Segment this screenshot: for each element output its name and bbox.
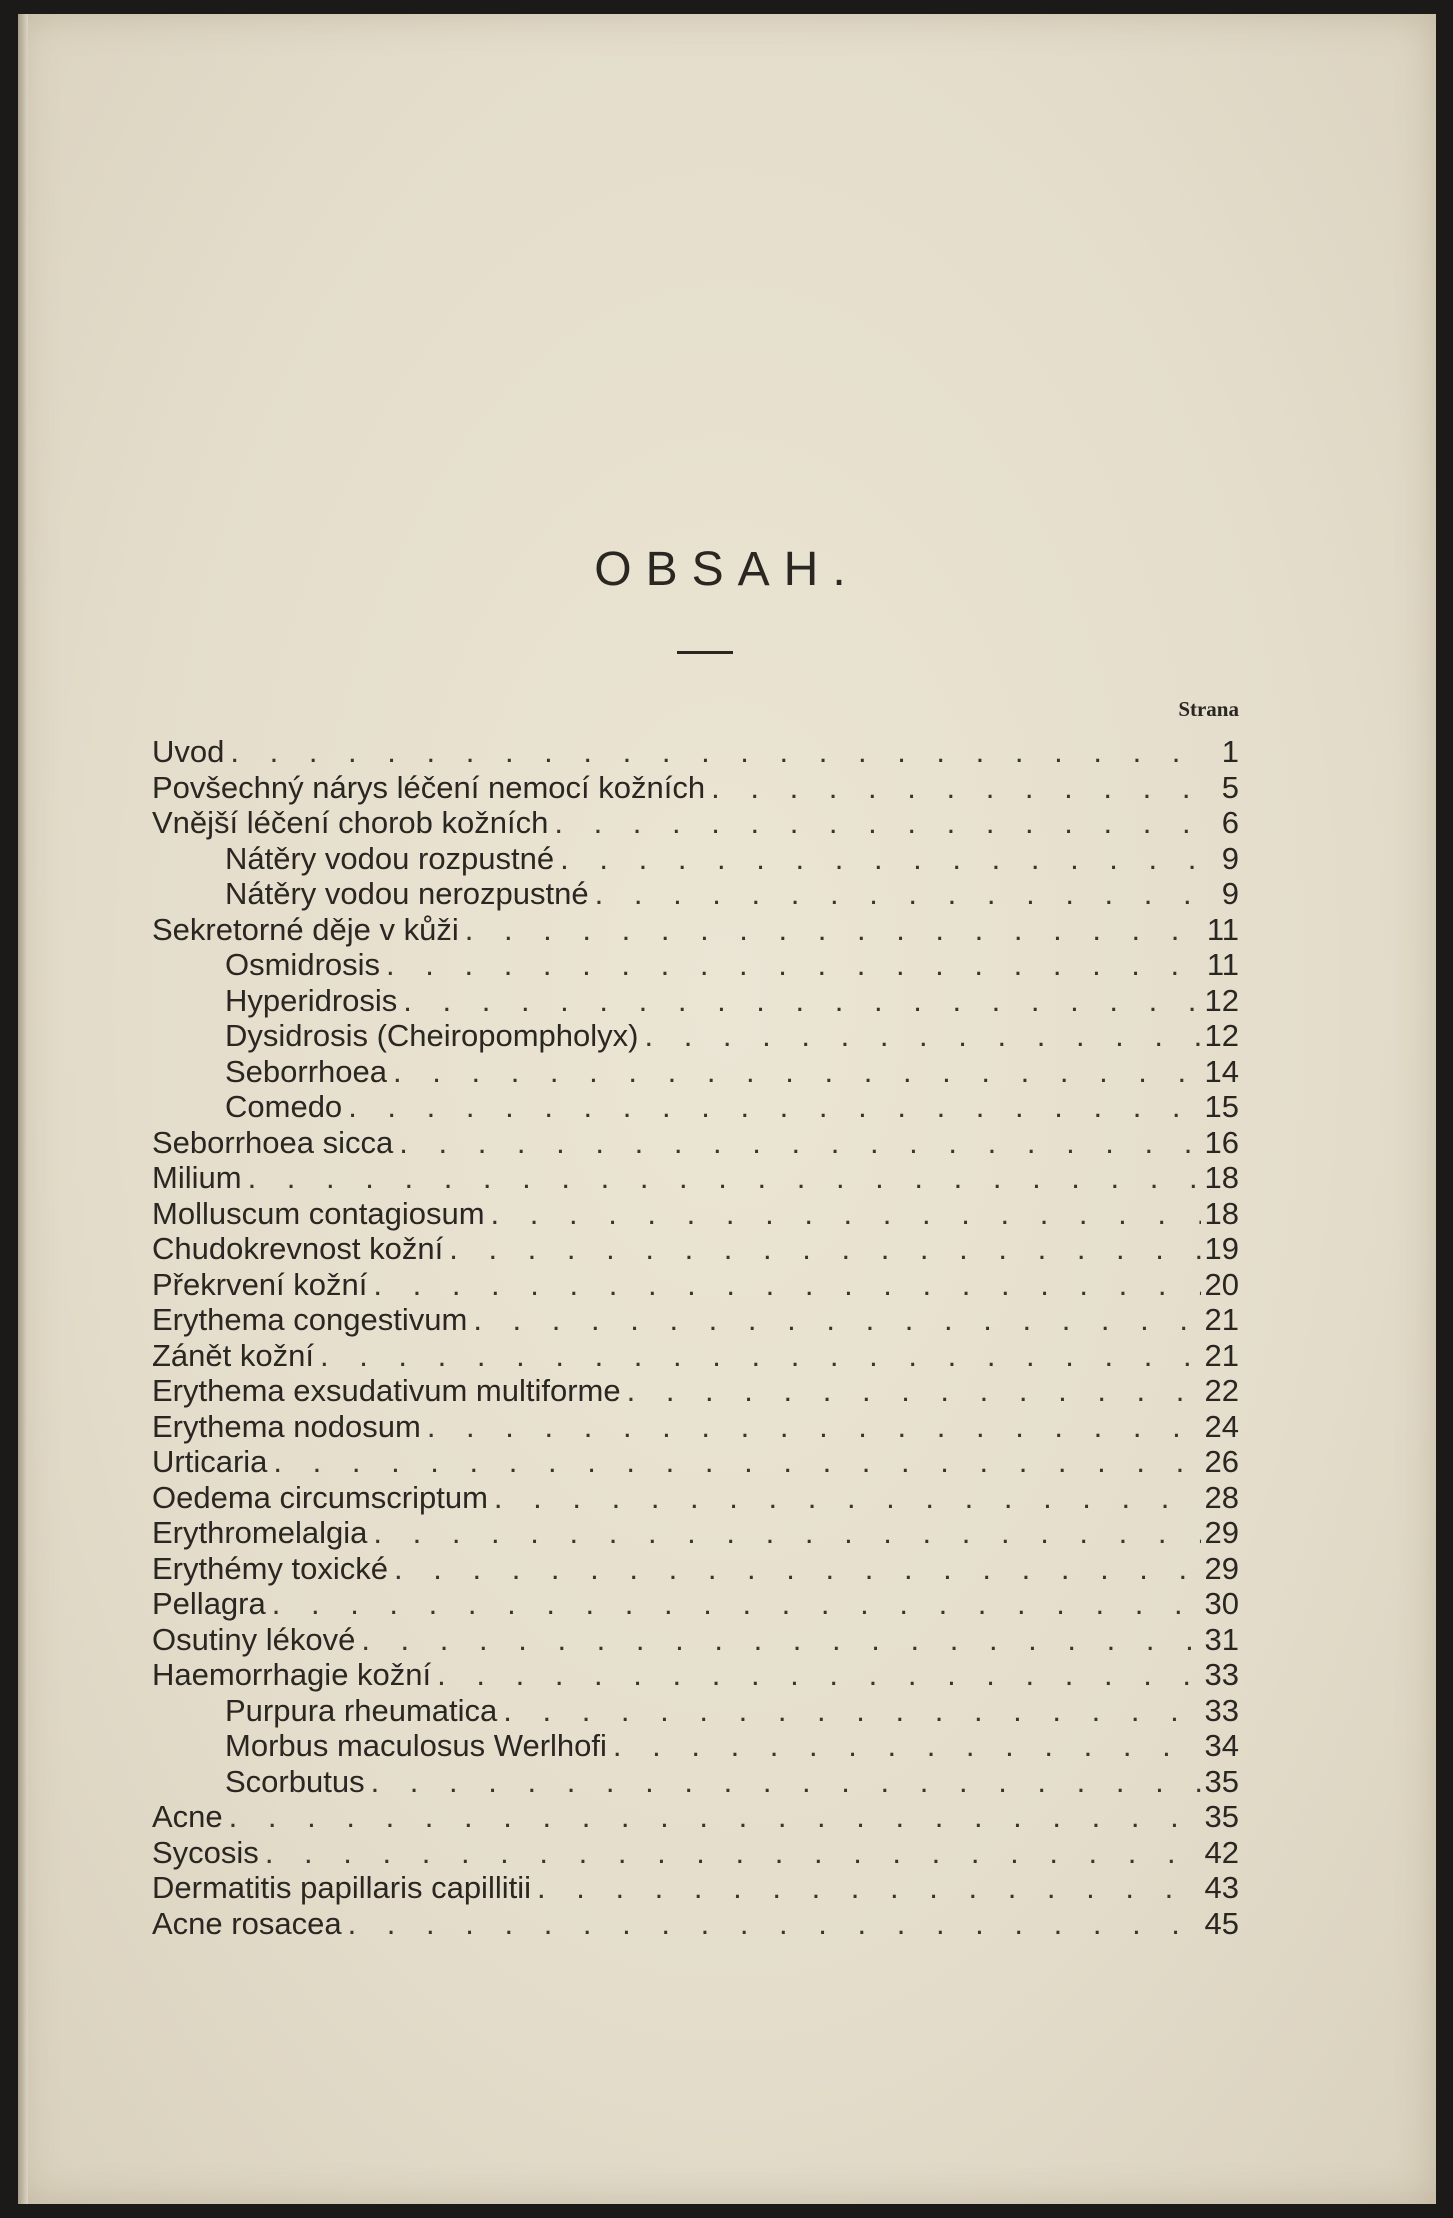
- toc-entry-page-number: 28: [1204, 1479, 1239, 1515]
- toc-entry-page-number: 21: [1204, 1337, 1239, 1373]
- toc-entry-page-number: 30: [1204, 1586, 1239, 1621]
- toc-entry: [152, 1231, 1239, 1267]
- toc-entry: [152, 1586, 1239, 1622]
- toc-entry: [152, 1267, 1239, 1303]
- toc-entry-page-number: 21: [1204, 1302, 1239, 1337]
- toc-entry-page-number: 33: [1204, 1692, 1239, 1728]
- toc-entry: [152, 876, 1239, 912]
- page-column-label: Strana: [1178, 697, 1239, 721]
- toc-entry: [152, 1728, 1239, 1764]
- toc-leader-dots: [394, 1551, 1201, 1587]
- toc-entry: [152, 912, 1239, 948]
- toc-entry: [152, 947, 1239, 983]
- toc-entry-page-number: 11: [1206, 947, 1239, 982]
- book-page: [18, 14, 1436, 2204]
- toc-entry: [152, 1089, 1239, 1125]
- toc-entry: [152, 1622, 1239, 1658]
- toc-entry-label: Seborrhoea: [225, 1053, 388, 1089]
- toc-entry-label: Osmidrosis: [225, 947, 381, 982]
- toc-entry-label: Povšechný nárys léčení nemocí kožních: [152, 769, 706, 805]
- toc-leader-dots: [386, 947, 1201, 983]
- toc-leader-dots: [399, 1125, 1201, 1161]
- toc-entry-page-number: 5: [1221, 769, 1239, 805]
- toc-entry-page-number: 12: [1204, 982, 1239, 1018]
- toc-entry-label: Erythema exsudativum multiforme: [152, 1373, 621, 1408]
- toc-entry-label: Erythémy toxické: [152, 1550, 389, 1586]
- toc-entry-page-number: 9: [1221, 840, 1239, 876]
- page-binding-edge: [18, 14, 28, 2204]
- toc-entry-page-number: 11: [1206, 911, 1239, 947]
- toc-entry: [152, 1906, 1239, 1942]
- toc-leader-dots: [595, 876, 1201, 912]
- toc-entry-label: Seborrhoea sicca: [152, 1124, 394, 1160]
- toc-leader-dots: [627, 1373, 1201, 1409]
- page-title: OBSAH.: [594, 543, 860, 596]
- toc-entry-page-number: 34: [1204, 1728, 1239, 1763]
- toc-leader-dots: [711, 770, 1201, 806]
- toc-entry-label: Nátěry vodou nerozpustné: [225, 876, 589, 911]
- toc-entry-label: Uvod: [152, 734, 225, 769]
- toc-entry-page-number: 18: [1204, 1160, 1239, 1195]
- title-rule: [677, 651, 733, 654]
- toc-entry-page-number: 18: [1204, 1195, 1239, 1231]
- toc-entry-page-number: 6: [1221, 805, 1239, 840]
- toc-entry-page-number: 29: [1204, 1550, 1239, 1586]
- toc-entry-page-number: 1: [1221, 734, 1239, 769]
- toc-entry: [152, 1515, 1239, 1551]
- toc-leader-dots: [494, 1480, 1201, 1516]
- toc-entry: [152, 1657, 1239, 1693]
- toc-entry: [152, 983, 1239, 1019]
- toc-entry-label: Vnější léčení chorob kožních: [152, 805, 549, 840]
- toc-leader-dots: [348, 1906, 1201, 1942]
- toc-entry-label: Urticaria: [152, 1444, 268, 1479]
- toc-entry: [152, 1196, 1239, 1232]
- toc-leader-dots: [248, 1160, 1201, 1196]
- toc-entry-label: Dermatitis papillaris capillitii: [152, 1870, 531, 1905]
- toc-leader-dots: [503, 1693, 1201, 1729]
- toc-entry: [152, 770, 1239, 806]
- toc-entry: [152, 805, 1239, 841]
- toc-leader-dots: [320, 1338, 1201, 1374]
- toc-leader-dots: [272, 1586, 1201, 1622]
- toc-entry-page-number: 31: [1204, 1621, 1239, 1657]
- toc-entry: [152, 1373, 1239, 1409]
- toc-entry-label: Morbus maculosus Werlhofi: [225, 1728, 607, 1763]
- toc-entry-label: Zánět kožní: [152, 1337, 314, 1373]
- toc-entry: [152, 1693, 1239, 1729]
- toc-leader-dots: [348, 1089, 1201, 1125]
- toc-leader-dots: [437, 1657, 1201, 1693]
- toc-entry-page-number: 9: [1221, 876, 1239, 911]
- toc-entry-label: Překrvení kožní: [152, 1266, 368, 1302]
- toc-entry-label: Scorbutus: [225, 1763, 365, 1799]
- toc-entry-page-number: 42: [1204, 1834, 1239, 1870]
- toc-entry: [152, 1764, 1239, 1800]
- toc-entry-page-number: 35: [1204, 1799, 1239, 1834]
- toc-entry-page-number: 20: [1204, 1266, 1239, 1302]
- toc-entry-label: Erythema congestivum: [152, 1302, 468, 1337]
- toc-entry: [152, 1870, 1239, 1906]
- toc-leader-dots: [403, 983, 1201, 1019]
- toc-entry-page-number: 14: [1204, 1053, 1239, 1089]
- toc-leader-dots: [371, 1764, 1201, 1800]
- toc-entry-page-number: 26: [1204, 1444, 1239, 1479]
- toc-entry-label: Acne rosacea: [152, 1905, 342, 1941]
- toc-entry-page-number: 29: [1204, 1515, 1239, 1550]
- toc-entry: [152, 1054, 1239, 1090]
- toc-entry-page-number: 15: [1204, 1089, 1239, 1124]
- toc-entry: [152, 1551, 1239, 1587]
- toc-entry: [152, 1480, 1239, 1516]
- toc-entry-label: Molluscum contagiosum: [152, 1195, 485, 1231]
- toc-entry-label: Hyperidrosis: [225, 982, 398, 1018]
- toc-entry-label: Sycosis: [152, 1834, 259, 1870]
- toc-entry-page-number: 22: [1204, 1373, 1239, 1408]
- toc-entry-label: Haemorrhagie kožní: [152, 1657, 432, 1692]
- toc-entry-label: Purpura rheumatica: [225, 1692, 498, 1728]
- toc-leader-dots: [554, 805, 1201, 841]
- toc-entry-label: Milium: [152, 1160, 242, 1195]
- toc-entry-page-number: 24: [1204, 1408, 1239, 1444]
- toc-leader-dots: [230, 734, 1201, 770]
- toc-leader-dots: [449, 1231, 1201, 1267]
- toc-entry: [152, 1409, 1239, 1445]
- toc-leader-dots: [373, 1515, 1201, 1551]
- toc-entry: [152, 1338, 1239, 1374]
- toc-entry-page-number: 33: [1204, 1657, 1239, 1692]
- toc-leader-dots: [465, 912, 1201, 948]
- toc-entry-label: Sekretorné děje v kůži: [152, 911, 459, 947]
- table-of-contents: [152, 734, 1239, 1941]
- toc-leader-dots: [273, 1444, 1201, 1480]
- toc-leader-dots: [537, 1870, 1201, 1906]
- toc-entry: [152, 1125, 1239, 1161]
- toc-entry-label: Nátěry vodou rozpustné: [225, 840, 555, 876]
- toc-entry: [152, 1160, 1239, 1196]
- toc-leader-dots: [373, 1267, 1201, 1303]
- toc-entry-label: Erythromelalgia: [152, 1515, 368, 1550]
- toc-entry: [152, 1835, 1239, 1871]
- toc-leader-dots: [229, 1799, 1201, 1835]
- toc-leader-dots: [427, 1409, 1201, 1445]
- toc-entry-label: Osutiny lékové: [152, 1621, 356, 1657]
- toc-leader-dots: [613, 1728, 1201, 1764]
- toc-leader-dots: [473, 1302, 1201, 1338]
- toc-leader-dots: [644, 1018, 1201, 1054]
- toc-leader-dots: [560, 841, 1201, 877]
- toc-entry: [152, 734, 1239, 770]
- toc-entry: [152, 1444, 1239, 1480]
- toc-entry-label: Acne: [152, 1799, 223, 1834]
- toc-entry-page-number: 35: [1204, 1763, 1239, 1799]
- toc-entry-label: Chudokrevnost kožní: [152, 1231, 444, 1266]
- toc-leader-dots: [393, 1054, 1201, 1090]
- toc-leader-dots: [491, 1196, 1201, 1232]
- toc-entry-page-number: 45: [1204, 1905, 1239, 1941]
- toc-leader-dots: [361, 1622, 1201, 1658]
- toc-entry-page-number: 19: [1204, 1231, 1239, 1266]
- toc-entry-label: Dysidrosis (Cheiropompholyx): [225, 1018, 639, 1053]
- toc-leader-dots: [265, 1835, 1201, 1871]
- toc-entry-label: Erythema nodosum: [152, 1408, 421, 1444]
- toc-entry: [152, 1799, 1239, 1835]
- toc-entry-label: Pellagra: [152, 1586, 266, 1621]
- toc-entry: [152, 1018, 1239, 1054]
- toc-entry-label: Oedema circumscriptum: [152, 1479, 488, 1515]
- toc-entry: [152, 841, 1239, 877]
- toc-entry: [152, 1302, 1239, 1338]
- toc-entry-page-number: 43: [1204, 1870, 1239, 1905]
- toc-entry-page-number: 12: [1204, 1018, 1239, 1053]
- toc-entry-label: Comedo: [225, 1089, 343, 1124]
- toc-entry-page-number: 16: [1204, 1124, 1239, 1160]
